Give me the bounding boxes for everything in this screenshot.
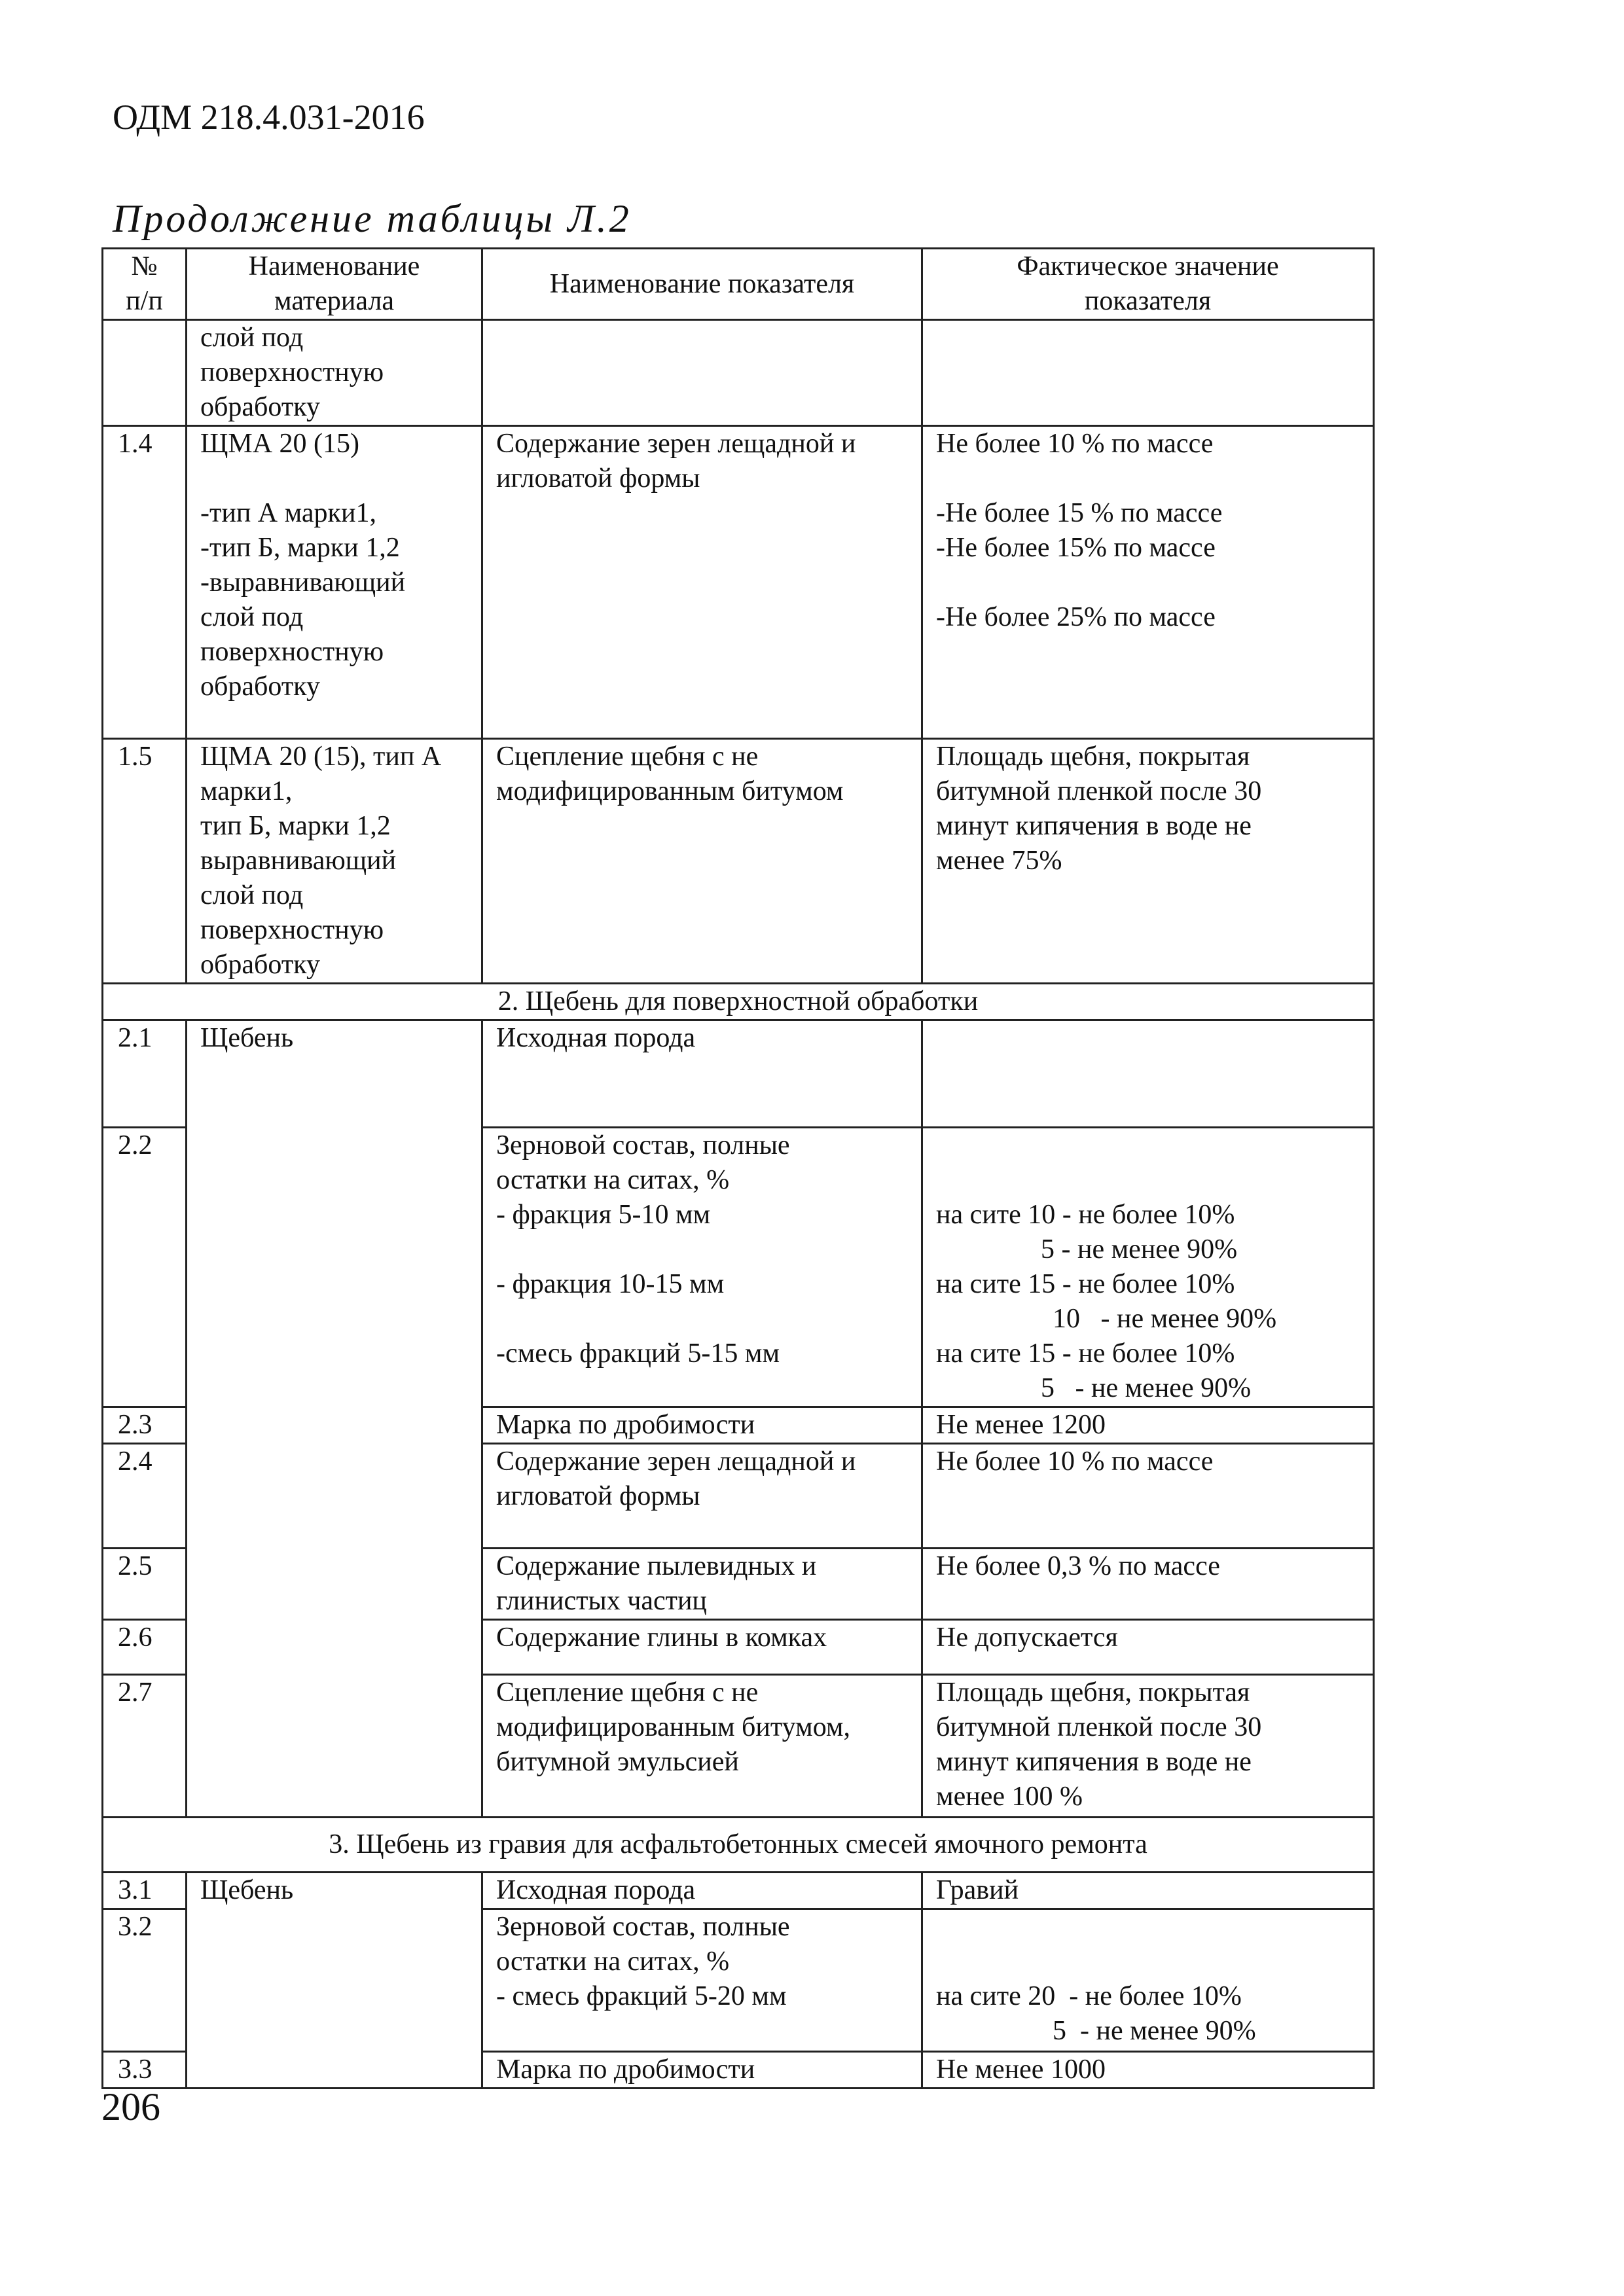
- header-value: Фактическое значение показателя: [922, 249, 1374, 320]
- cell-num: 3.3: [103, 2052, 187, 2089]
- cell-material-merged: Щебень: [187, 1873, 482, 2089]
- cell-value: Гравий: [922, 1873, 1374, 1909]
- cell-num: 2.1: [103, 1020, 187, 1128]
- cell-material: ЩМА 20 (15) -тип А марки1, -тип Б, марки 1,2 -выравнивающий слой под поверхностную обработку: [187, 426, 482, 739]
- page-number: 206: [101, 2085, 160, 2128]
- cell-value: Площадь щебня, покрытая битумной пленкой после 30 минут кипячения в воде не менее 100 %: [922, 1675, 1374, 1818]
- cell-indicator: Исходная порода: [482, 1873, 922, 1909]
- section-row: [103, 984, 1374, 1020]
- cell-indicator: Исходная порода: [482, 1020, 922, 1128]
- cell-indicator: Зерновой состав, полные остатки на ситах, % - фракция 5-10 мм - фракция 10-15 мм -смесь фракций 5-15 мм: [482, 1128, 922, 1407]
- cell-indicator: Содержание зерен лещадной и игловатой формы: [482, 1444, 922, 1549]
- cell-indicator: Содержание зерен лещадной и игловатой формы: [482, 426, 922, 739]
- cell-value: Площадь щебня, покрытая битумной пленкой после 30 минут кипячения в воде не менее 75%: [922, 739, 1374, 984]
- cell-num: 2.2: [103, 1128, 187, 1407]
- cell-num: 2.4: [103, 1444, 187, 1549]
- cell-num: [103, 320, 187, 426]
- cell-indicator: Зерновой состав, полные остатки на ситах, % - смесь фракций 5-20 мм: [482, 1909, 922, 2052]
- cell-value: на сите 20 - не более 10% 5 - не менее 90%: [922, 1909, 1374, 2052]
- cell-value: [922, 320, 1374, 426]
- cell-num: 1.4: [103, 426, 187, 739]
- cell-indicator: [482, 320, 922, 426]
- table-caption: Продолжение таблицы Л.2: [113, 197, 632, 240]
- cell-num: 3.1: [103, 1873, 187, 1909]
- document-code: ОДМ 218.4.031-2016: [113, 98, 425, 137]
- cell-value: Не более 10 % по массе: [922, 1444, 1374, 1549]
- cell-num: 2.7: [103, 1675, 187, 1818]
- cell-num: 3.2: [103, 1909, 187, 2052]
- header-num: № п/п: [103, 249, 187, 320]
- header-indicator: Наименование показателя: [482, 249, 922, 320]
- cell-indicator: Содержание глины в комках: [482, 1620, 922, 1675]
- cell-indicator: Марка по дробимости: [482, 2052, 922, 2089]
- section-title-3: 3. Щебень из гравия для асфальтобетонных смесей ямочного ремонта: [103, 1818, 1374, 1873]
- table-row: [103, 739, 1374, 984]
- indicators-table: [101, 247, 1375, 2089]
- cell-value: Не менее 1000: [922, 2052, 1374, 2089]
- cell-indicator: Сцепление щебня с не модифицированным битумом, битумной эмульсией: [482, 1675, 922, 1818]
- cell-num: 2.5: [103, 1549, 187, 1620]
- cell-value: Не более 0,3 % по массе: [922, 1549, 1374, 1620]
- cell-material-merged: Щебень: [187, 1020, 482, 1818]
- cell-indicator: Марка по дробимости: [482, 1407, 922, 1444]
- cell-value: Не менее 1200: [922, 1407, 1374, 1444]
- header-material: Наименование материала: [187, 249, 482, 320]
- cell-material: ЩМА 20 (15), тип А марки1, тип Б, марки 1,2 выравнивающий слой под поверхностную обработку: [187, 739, 482, 984]
- table-row: [103, 426, 1374, 739]
- table-header-row: [103, 249, 1374, 320]
- section-title-2: 2. Щебень для поверхностной обработки: [103, 984, 1374, 1020]
- cell-num: 1.5: [103, 739, 187, 984]
- table-row: [103, 320, 1374, 426]
- cell-indicator: Содержание пылевидных и глинистых частиц: [482, 1549, 922, 1620]
- cell-value: [922, 1020, 1374, 1128]
- cell-num: 2.3: [103, 1407, 187, 1444]
- cell-value: на сите 10 - не более 10% 5 - не менее 90% на сите 15 - не более 10% 10 - не менее 90% на сите 15 - не более 10% 5 - не менее 90%: [922, 1128, 1374, 1407]
- cell-value: Не более 10 % по массе -Не более 15 % по массе -Не более 15% по массе -Не более 25% по массе: [922, 426, 1374, 739]
- cell-value: Не допускается: [922, 1620, 1374, 1675]
- cell-num: 2.6: [103, 1620, 187, 1675]
- cell-material: слой под поверхностную обработку: [187, 320, 482, 426]
- table-row: [103, 1020, 1374, 1128]
- cell-indicator: Сцепление щебня с не модифицированным битумом: [482, 739, 922, 984]
- table-row: [103, 1873, 1374, 1909]
- section-row: [103, 1818, 1374, 1873]
